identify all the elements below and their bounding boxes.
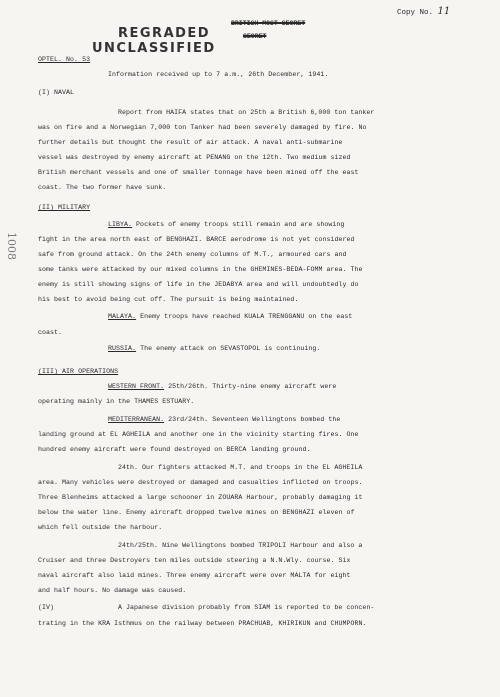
margin-handwritten-mark: 1008 [5, 232, 18, 260]
naval-line: further details but thought the result of air attack. A naval anti-submarine [38, 139, 343, 146]
optel-number: OPTEL. No. 53 [38, 56, 91, 63]
western-front-text: 25th/26th. Thirty-nine enemy aircraft were [164, 383, 337, 390]
p2425-line: naval aircraft also laid mines. Three enemy aircraft were over MALTA for eight [38, 572, 351, 579]
libya-label: LIBYA. [108, 221, 133, 228]
section-iv-line: trating in the KRA Isthmus on the railway between PRACHUAB, KHIRIKUN and CHUMPORN. [38, 620, 367, 627]
p24-line: 24th. Our fighters attacked M.T. and troops in the EL AGHEILA [118, 464, 363, 471]
p2425-line: 24th/25th. Nine Wellingtons bombed TRIPOLI Harbour and also a [118, 542, 363, 549]
western-front-line-1 [108, 383, 336, 390]
p24-line: Three Blenheims attacked a large schooner in ZOUARA Harbour, probably damaging it [38, 494, 363, 501]
libya-text: Pockets of enemy troops still remain and are showing [132, 221, 345, 228]
p24-line: area. Many vehicles were destroyed or damaged and casualties inflicted on troops. [38, 479, 363, 486]
libya-line: his best to avoid being cut off. The pursuit is being maintained. [38, 296, 299, 303]
air-operations-heading: (III) AIR OPERATIONS [38, 368, 119, 375]
malaya-text: Enemy troops have reached KUALA TRENGGANU on the east [136, 313, 353, 320]
malaya-line: coast. [38, 329, 63, 336]
naval-line: vessel was destroyed by enemy aircraft at PENANG on the 12th. Two medium sized [38, 154, 351, 161]
libya-line-1 [108, 221, 344, 228]
regraded-stamp-line1: REGRADED [118, 26, 211, 41]
naval-line: coast. The two former have sunk. [38, 184, 167, 191]
section-iv-line: A Japanese division probably from SIAM is reported to be concen- [118, 604, 375, 611]
naval-heading: (I) NAVAL [38, 89, 75, 96]
western-front-label: WESTERN FRONT. [108, 383, 165, 390]
regraded-stamp-line2: UNCLASSIFIED [92, 41, 216, 56]
russia-label: RUSSIA. [108, 345, 137, 352]
p24-line: which fell outside the harbour. [38, 524, 163, 531]
russia-line [108, 345, 320, 352]
libya-line: some tanks were attacked by our mixed columns in the GHEMINES-BEDA-FOMM area. The [38, 266, 363, 273]
russia-text: The enemy attack on SEVASTOPOL is continuing. [136, 345, 321, 352]
naval-line: was on fire and a Norwegian 7,000 ton Tanker had been severely damaged by fire. No [38, 124, 367, 131]
naval-line: British merchant vessels and one of smaller tonnage have been mined off the east [38, 169, 359, 176]
mediterranean-line: landing ground at EL AGHEILA and another one in the vicinity starting fires. One [38, 431, 359, 438]
copy-number [397, 6, 450, 17]
naval-line: Report from HAIFA states that on 25th a British 6,000 ton tanker [118, 109, 375, 116]
mediterranean-line: hundred enemy aircraft were found destroyed on BERCA landing ground. [38, 446, 311, 453]
western-front-line: operating mainly in the THAMES ESTUARY. [38, 398, 195, 405]
libya-line: enemy is still showing signs of life in the JEDABYA area and will undoubtedly do [38, 281, 359, 288]
military-heading: (II) MILITARY [38, 204, 91, 211]
libya-line: fight in the area north east of BENGHAZI. BARCE aerodrome is not yet considered [38, 236, 355, 243]
classification-struck-1: BRITISH MOST SECRET [231, 20, 306, 27]
classification-struck-2: SECRET [243, 33, 267, 40]
document-heading: Information received up to 7 a.m., 26th December, 1941. [108, 71, 329, 78]
mediterranean-text: 23rd/24th. Seventeen Wellingtons bombed the [164, 416, 341, 423]
p24-line: below the water line. Enemy aircraft dropped twelve mines on BENGHAZI eleven of [38, 509, 355, 516]
mediterranean-line-1 [108, 416, 340, 423]
section-iv-heading: (IV) [38, 604, 55, 611]
copy-number-value: 11 [437, 6, 451, 17]
mediterranean-label: MEDITERRANEAN. [108, 416, 165, 423]
p2425-line: and half hours. No damage was caused. [38, 587, 187, 594]
malaya-label: MALAYA. [108, 313, 137, 320]
copy-number-label: Copy No. [397, 9, 434, 17]
p2425-line: Cruiser and three Destroyers ten miles outside steering a N.N.Wly. course. Six [38, 557, 351, 564]
malaya-line-1 [108, 313, 352, 320]
libya-line: safe from ground attack. On the 24th enemy columns of M.T., armoured cars and [38, 251, 347, 258]
